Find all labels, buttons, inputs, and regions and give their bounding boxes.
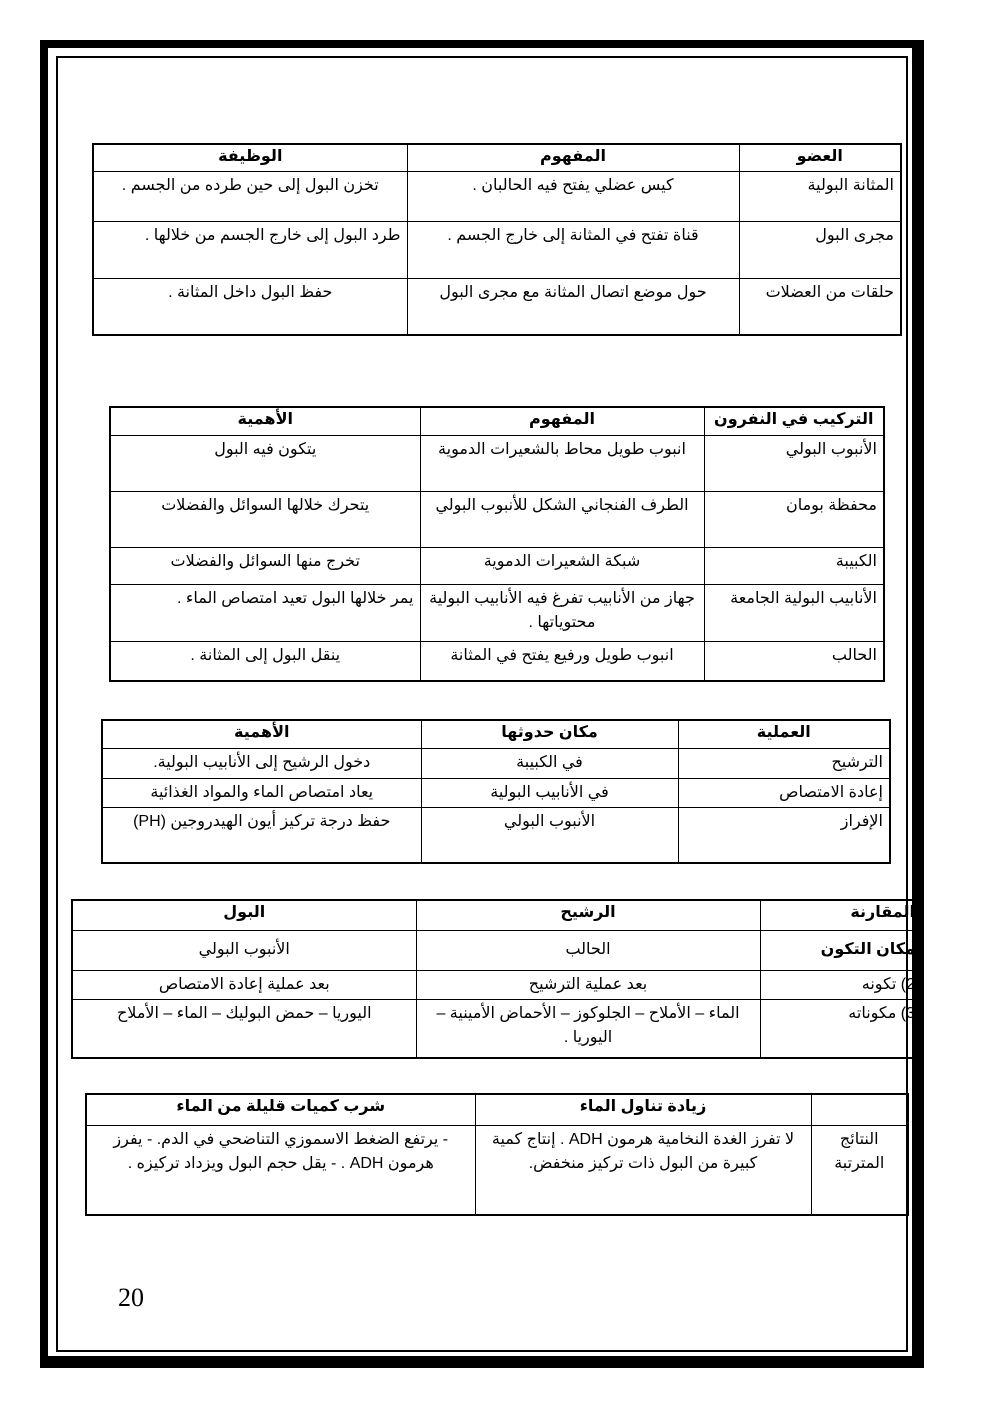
page-number: 20 xyxy=(118,1283,144,1312)
header-importance: الأهمية xyxy=(110,407,420,435)
cell-importance: يمر خلالها البول تعيد امتصاص الماء . xyxy=(110,584,420,641)
cell-function: حفظ البول داخل المثانة . xyxy=(93,278,407,335)
table-row xyxy=(110,491,884,547)
cell-structure: الأنبوب البولي xyxy=(704,435,884,491)
cell-results-label: النتائج المترتبة xyxy=(811,1125,908,1215)
table-row xyxy=(102,807,890,863)
table-row xyxy=(102,778,890,807)
table-water-intake-effects xyxy=(85,1093,909,1216)
cell-structure: محفظة بومان xyxy=(704,491,884,547)
cell-concept: قناة تفتح في المثانة إلى خارج الجسم . xyxy=(407,221,739,278)
cell-location: في الكبيبة xyxy=(421,748,678,778)
header-comparison: المقارنة xyxy=(760,900,922,930)
cell-filtrate: الماء – الأملاح – الجلوكوز – الأحماض الأمينية – اليوريا . xyxy=(416,999,760,1058)
table-row xyxy=(93,221,901,278)
header-concept: المفهوم xyxy=(420,407,704,435)
cell-concept: جهاز من الأنابيب تفرغ فيه الأنابيب البولية محتوياتها . xyxy=(420,584,704,641)
table-row xyxy=(93,278,901,335)
table-row xyxy=(86,1125,908,1215)
table-row xyxy=(72,930,922,970)
cell-importance: يتحرك خلالها السوائل والفضلات xyxy=(110,491,420,547)
cell-structure: الكبيبة xyxy=(704,547,884,584)
cell-urine: بعد عملية إعادة الامتصاص xyxy=(72,970,416,999)
cell-concept: الطرف الفنجاني الشكل للأنبوب البولي xyxy=(420,491,704,547)
cell-concept: شبكة الشعيرات الدموية xyxy=(420,547,704,584)
header-urine: البول xyxy=(72,900,416,930)
table-nephron-structure xyxy=(109,406,885,682)
cell-importance: دخول الرشيح إلى الأنابيب البولية. xyxy=(102,748,421,778)
table-row xyxy=(110,435,884,491)
header-function: الوظيفة xyxy=(93,144,407,171)
table-header-row xyxy=(93,144,901,171)
table-row xyxy=(72,970,922,999)
header-organ: العضو xyxy=(739,144,901,171)
cell-comparison: مكان التكون xyxy=(760,930,922,970)
header-structure: التركيب في النفرون xyxy=(704,407,884,435)
table-urine-processes xyxy=(101,719,891,864)
cell-importance: يعاد امتصاص الماء والمواد الغذائية xyxy=(102,778,421,807)
cell-importance: ينقل البول إلى المثانة . xyxy=(110,641,420,681)
cell-process: الترشيح xyxy=(678,748,890,778)
cell-process: الإفراز xyxy=(678,807,890,863)
table-header-row xyxy=(86,1094,908,1125)
table-row xyxy=(110,641,884,681)
cell-concept: انبوب طويل محاط بالشعيرات الدموية xyxy=(420,435,704,491)
cell-function: تخزن البول إلى حين طرده من الجسم . xyxy=(93,171,407,221)
cell-structure: الأنابيب البولية الجامعة xyxy=(704,584,884,641)
cell-organ: حلقات من العضلات xyxy=(739,278,901,335)
cell-concept: كيس عضلي يفتح فيه الحالبان . xyxy=(407,171,739,221)
header-empty xyxy=(811,1094,908,1125)
cell-urine: اليوريا – حمض البوليك – الماء – الأملاح xyxy=(72,999,416,1058)
cell-importance: تخرج منها السوائل والفضلات xyxy=(110,547,420,584)
cell-comparison: 2) تكونه xyxy=(760,970,922,999)
table-header-row xyxy=(110,407,884,435)
table-row xyxy=(110,547,884,584)
cell-importance: حفظ درجة تركيز أيون الهيدروجين (PH) xyxy=(102,807,421,863)
cell-urine: الأنبوب البولي xyxy=(72,930,416,970)
cell-comparison: 3) مكوناته xyxy=(760,999,922,1058)
cell-concept: حول موضع اتصال المثانة مع مجرى البول xyxy=(407,278,739,335)
header-concept: المفهوم xyxy=(407,144,739,171)
cell-structure: الحالب xyxy=(704,641,884,681)
table-urinary-organs xyxy=(92,143,902,336)
cell-location: في الأنابيب البولية xyxy=(421,778,678,807)
header-increased-water: زيادة تناول الماء xyxy=(475,1094,811,1125)
cell-little-water: - يرتفع الضغط الاسموزي التناضحي في الدم. - يفرز هرمون ADH . - يقل حجم البول ويزداد تركيزه . xyxy=(86,1125,475,1215)
table-row xyxy=(110,584,884,641)
header-location: مكان حدوثها xyxy=(421,720,678,748)
cell-process: إعادة الامتصاص xyxy=(678,778,890,807)
table-row xyxy=(102,748,890,778)
table-filtrate-vs-urine xyxy=(71,899,923,1059)
cell-function: طرد البول إلى خارج الجسم من خلالها . xyxy=(93,221,407,278)
cell-filtrate: الحالب xyxy=(416,930,760,970)
table-row xyxy=(72,999,922,1058)
header-importance: الأهمية xyxy=(102,720,421,748)
cell-organ: المثانة البولية xyxy=(739,171,901,221)
cell-location: الأنبوب البولي xyxy=(421,807,678,863)
header-filtrate: الرشيح xyxy=(416,900,760,930)
cell-concept: انبوب طويل ورفيع يفتح في المثانة xyxy=(420,641,704,681)
cell-organ: مجرى البول xyxy=(739,221,901,278)
header-little-water: شرب كميات قليلة من الماء xyxy=(86,1094,475,1125)
cell-importance: يتكون فيه البول xyxy=(110,435,420,491)
table-header-row xyxy=(102,720,890,748)
cell-increased-water: لا تفرز الغدة النخامية هرمون ADH . إنتاج كمية كبيرة من البول ذات تركيز منخفض. xyxy=(475,1125,811,1215)
table-row xyxy=(93,171,901,221)
table-header-row xyxy=(72,900,922,930)
header-process: العملية xyxy=(678,720,890,748)
cell-filtrate: بعد عملية الترشيح xyxy=(416,970,760,999)
